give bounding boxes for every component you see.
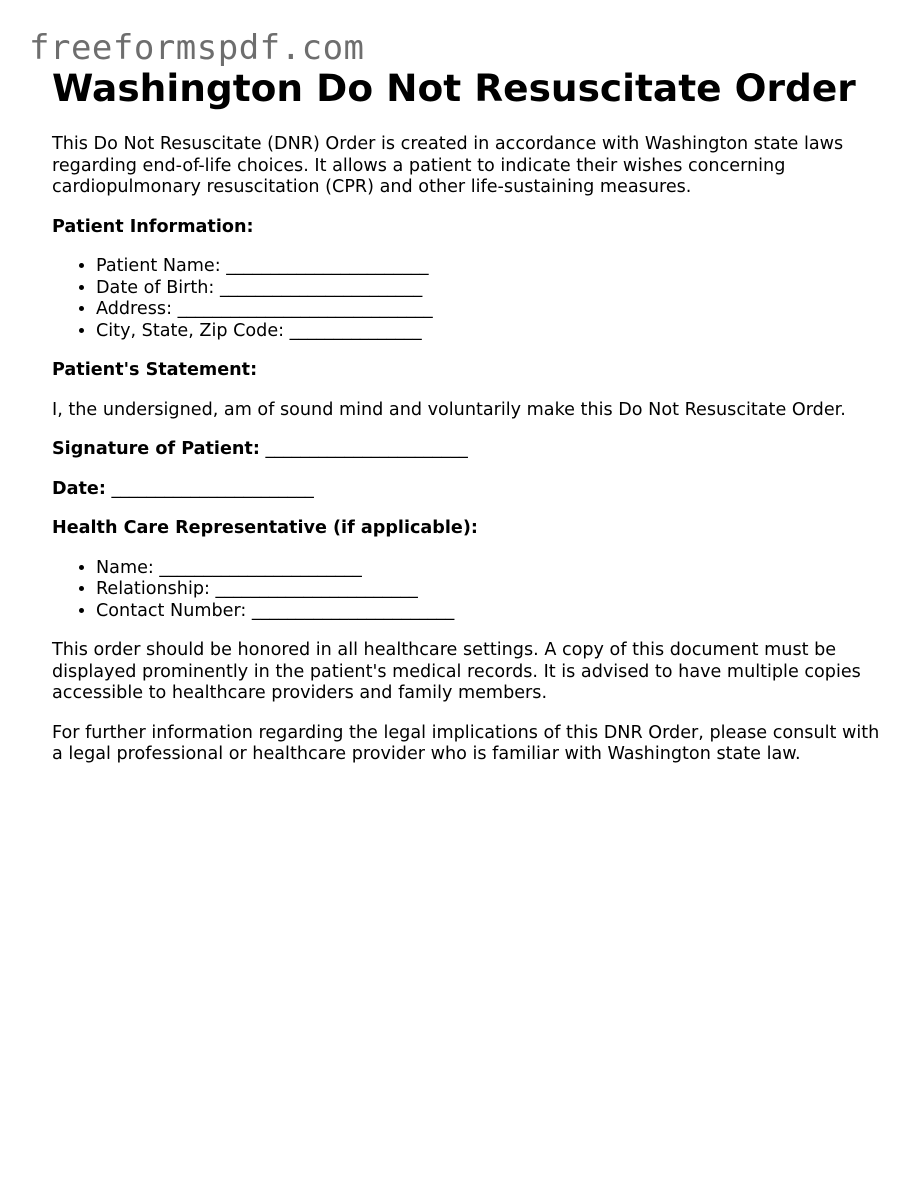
relationship-field: • Relationship: _______________________ <box>96 579 892 601</box>
patient-statement-heading: Patient's Statement: <box>52 360 258 380</box>
signature-of-patient-field <box>52 439 892 461</box>
date-of-birth-field: • Date of Birth: _______________________ <box>96 278 892 300</box>
representative-list <box>52 558 892 623</box>
watermark: freeformspdf.com <box>29 28 365 68</box>
patient-info-heading: Patient Information: <box>52 216 254 237</box>
contact-number-field: • Contact Number: _______________________ <box>96 601 892 623</box>
representative-name-field: • Name: _______________________ <box>96 558 892 580</box>
date-field <box>52 479 892 501</box>
representative-heading: Health Care Representative (if applicable): <box>52 518 478 538</box>
patient-name-field: • Patient Name: _______________________ <box>96 256 892 278</box>
signature-label: Signature of Patient: <box>52 439 260 459</box>
patient-info-list <box>52 256 892 342</box>
date-line: _______________________ <box>111 478 314 499</box>
patient-statement-text: I, the undersigned, am of sound mind and voluntarily make this Do Not Resuscitate Order. <box>52 399 846 420</box>
date-label: Date: <box>52 478 106 499</box>
intro-paragraph: This Do Not Resuscitate (DNR) Order is created in accordance with Washington state laws regarding end-of-life choices. It allows a patient to indicate their wishes concerning cardiopulmonary resuscitation (CPR) and other life-sustaining measures. <box>52 134 844 197</box>
document-body <box>52 66 892 766</box>
page-title: Washington Do Not Resuscitate Order <box>52 66 856 110</box>
address-field: • Address: _____________________________ <box>96 299 892 321</box>
legal-info-paragraph: For further information regarding the legal implications of this DNR Order, please consult with a legal professional or healthcare provider who is familiar with Washington state law. <box>52 722 880 764</box>
signature-line: _______________________ <box>265 439 468 459</box>
honor-order-paragraph: This order should be honored in all healthcare settings. A copy of this document must be displayed prominently in the patient's medical records. It is advised to have multiple copies accessible to healthcare providers and family members. <box>52 640 861 703</box>
city-state-zip-field: • City, State, Zip Code: _______________ <box>96 321 892 343</box>
